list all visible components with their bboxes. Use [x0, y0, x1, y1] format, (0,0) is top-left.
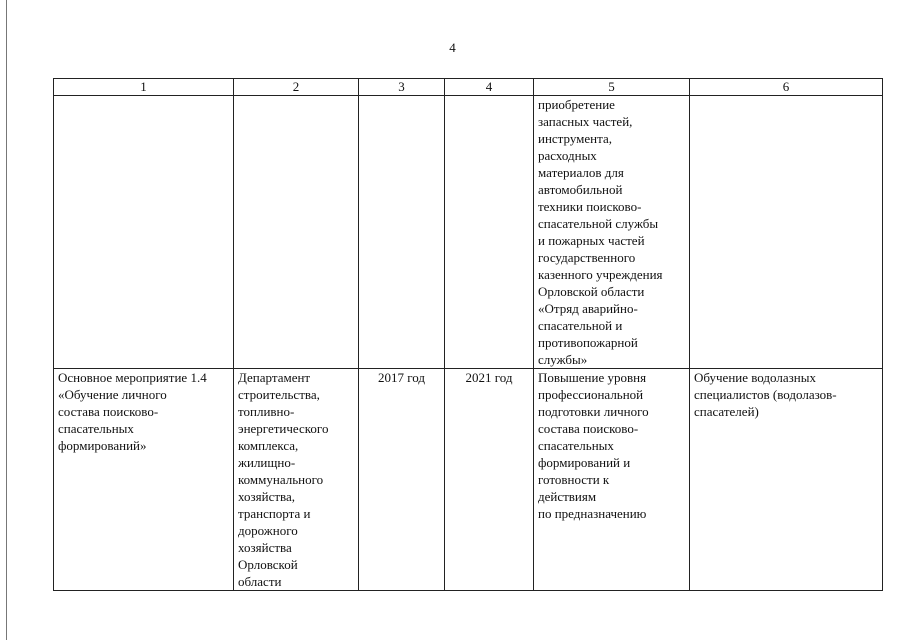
cell-line: области — [238, 574, 282, 589]
cell-line: Повышение уровня — [538, 370, 647, 385]
cell-line: спасательной и — [538, 318, 623, 333]
table-row — [54, 369, 883, 591]
cell-line: хозяйства — [238, 540, 292, 555]
cell-line: состава поисково- — [58, 404, 159, 419]
cell-line: Орловской области — [538, 284, 645, 299]
cell-line: приобретение — [538, 97, 615, 112]
cell-line: спасательных — [58, 421, 134, 436]
measures-table — [53, 78, 883, 591]
cell-line: состава поисково- — [538, 421, 639, 436]
cell-line: коммунального — [238, 472, 324, 487]
cell-line: расходных — [538, 148, 597, 163]
cell-line: строительства, — [238, 387, 320, 402]
column-header-6: 6 — [690, 79, 883, 96]
cell-executor — [234, 369, 359, 591]
cell-line: казенного учреждения — [538, 267, 663, 282]
cell-line: готовности к — [538, 472, 610, 487]
cell-line: Основное мероприятие 1.4 — [58, 370, 207, 385]
page-number: 4 — [449, 40, 456, 55]
cell-line: противопожарной — [538, 335, 638, 350]
cell-expected-result — [534, 96, 690, 369]
cell-line: действиям — [538, 489, 597, 504]
cell-line: «Отряд аварийно- — [538, 301, 638, 316]
cell-line: хозяйства, — [238, 489, 296, 504]
cell-line: запасных частей, — [538, 114, 633, 129]
cell-line: Обучение водолазных — [694, 370, 816, 385]
cell-line: спасательных — [538, 438, 614, 453]
cell-line: жилищно- — [238, 455, 296, 470]
cell-line: материалов для — [538, 165, 624, 180]
column-header-4: 4 — [445, 79, 534, 96]
table-header-row — [54, 79, 883, 96]
table-row — [54, 96, 883, 369]
cell-start-year: 2017 год — [359, 369, 445, 591]
cell-line: спасателей) — [694, 404, 759, 419]
cell-line: транспорта и — [238, 506, 311, 521]
cell-line: энергетического — [238, 421, 329, 436]
cell-line: и пожарных частей — [538, 233, 645, 248]
column-header-1: 1 — [54, 79, 234, 96]
column-header-3: 3 — [359, 79, 445, 96]
cell-line: формирований и — [538, 455, 631, 470]
cell-line: Орловской — [238, 557, 298, 572]
cell-executor — [234, 96, 359, 369]
page-margin-line — [6, 0, 7, 640]
cell-line: государственного — [538, 250, 636, 265]
cell-measure — [54, 369, 234, 591]
cell-line: комплекса, — [238, 438, 299, 453]
cell-line: «Обучение личного — [58, 387, 167, 402]
cell-line: специалистов (водолазов- — [694, 387, 837, 402]
cell-note — [690, 369, 883, 591]
cell-line: спасательной службы — [538, 216, 659, 231]
cell-end-year — [445, 96, 534, 369]
cell-expected-result — [534, 369, 690, 591]
cell-start-year — [359, 96, 445, 369]
cell-line: формирований» — [58, 438, 147, 453]
cell-note — [690, 96, 883, 369]
column-header-2: 2 — [234, 79, 359, 96]
cell-measure — [54, 96, 234, 369]
column-header-5: 5 — [534, 79, 690, 96]
cell-line: профессиональной — [538, 387, 644, 402]
cell-line: по предназначению — [538, 506, 647, 521]
cell-line: техники поисково- — [538, 199, 642, 214]
cell-line: инструмента, — [538, 131, 612, 146]
cell-line: Департамент — [238, 370, 311, 385]
cell-line: дорожного — [238, 523, 298, 538]
cell-line: топливно- — [238, 404, 295, 419]
cell-line: подготовки личного — [538, 404, 649, 419]
cell-end-year: 2021 год — [445, 369, 534, 591]
cell-line: службы» — [538, 352, 588, 367]
cell-line: автомобильной — [538, 182, 623, 197]
